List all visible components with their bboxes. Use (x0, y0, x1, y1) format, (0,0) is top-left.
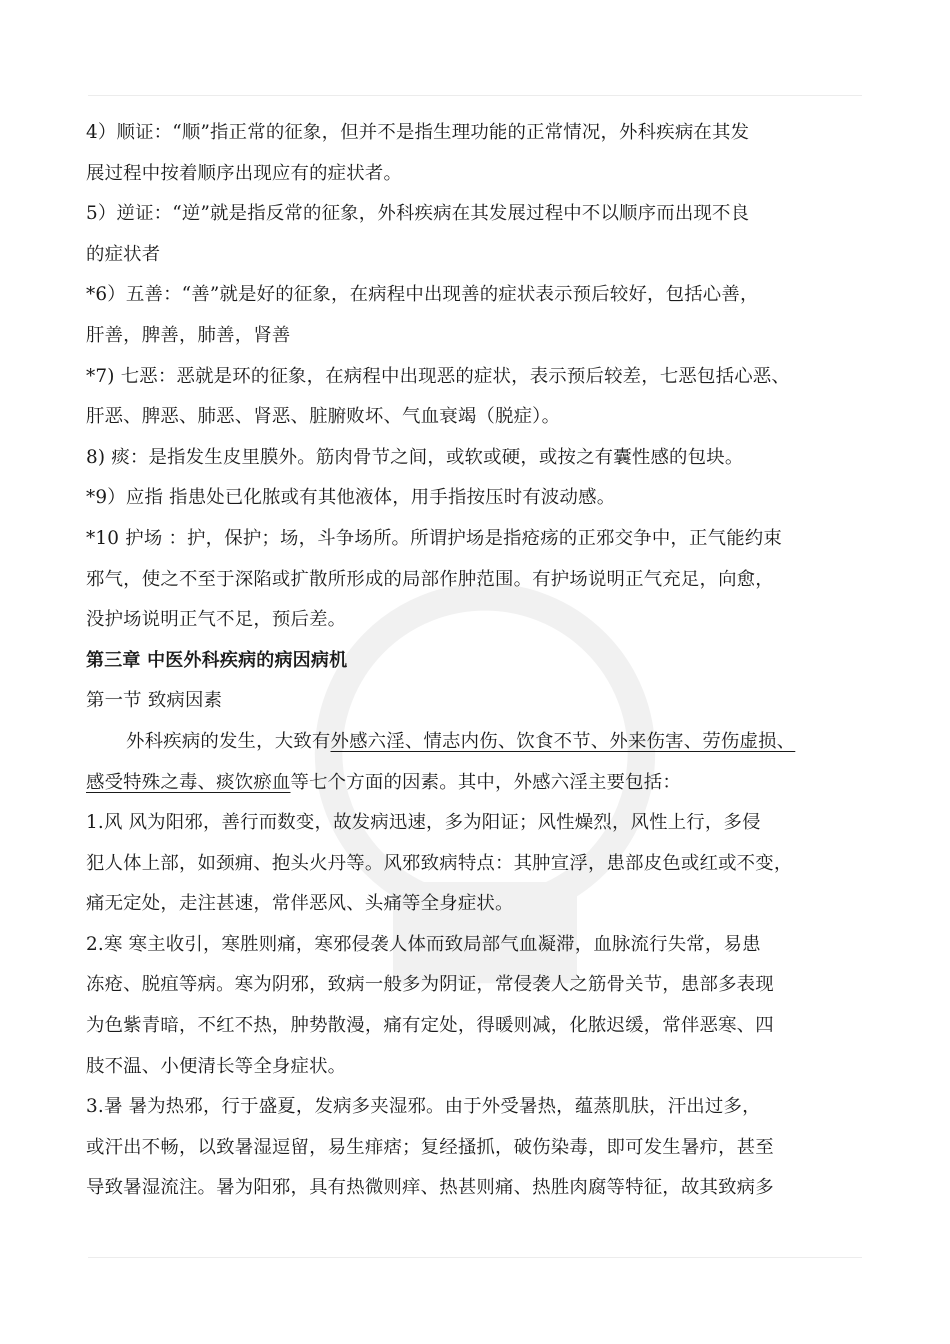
text-line (86, 763, 886, 804)
text-segment: *6）五善：“善”就是好的征象，在病程中出现善的症状表示预后较好，包括心善， (86, 284, 759, 306)
text-line (86, 113, 886, 154)
text-line (86, 235, 886, 276)
text-line (86, 1087, 886, 1128)
text-line (86, 316, 886, 357)
footer-rule (88, 1257, 862, 1258)
text-segment: 8) 痰：是指发生皮里膜外。筋肉骨节之间，或软或硬，或按之有囊性感的包块。 (86, 446, 744, 468)
text-line (86, 194, 886, 235)
text-line (86, 519, 886, 560)
text-line (86, 1006, 886, 1047)
text-segment: *10 护场 ：护，保护；场，斗争场所。所谓护场是指疮疡的正邪交争中，正气能约束 (86, 527, 782, 549)
text-segment: 第一节 致病因素 (86, 690, 223, 712)
document-body (86, 113, 886, 1209)
text-line (86, 600, 886, 641)
text-segment: *7) 七恶：恶就是环的征象，在病程中出现恶的症状，表示预后较差，七恶包括心恶、 (86, 365, 790, 387)
text-segment: 等七个方面的因素。其中，外感六淫主要包括： (290, 771, 681, 793)
text-line (86, 722, 886, 763)
text-segment: 导致暑湿流注。暑为阳邪，具有热微则痒、热甚则痛、热胜肉腐等特征，故其致病多 (86, 1177, 774, 1199)
text-line (86, 154, 886, 195)
text-segment: 痛无定处，走注甚速，常伴恶风、头痛等全身症状。 (86, 893, 514, 915)
text-line (86, 397, 886, 438)
text-segment: 肝恶、脾恶、肺恶、肾恶、脏腑败坏、气血衰竭（脱症）。 (86, 406, 561, 428)
text-line (86, 1128, 886, 1169)
text-segment: 2.寒 寒主收引，寒胜则痛，寒邪侵袭人体而致局部气血凝滞，血脉流行失常，易患 (86, 933, 761, 955)
text-line (86, 844, 886, 885)
text-segment: 5）逆证：“逆”就是指反常的征象，外科疾病在其发展过程中不以顺序而出现不良 (86, 203, 750, 225)
text-segment: 为色紫青暗，不红不热，肿势散漫，痛有定处，得暖则减，化脓迟缓，常伴恶寒、四 (86, 1015, 774, 1037)
text-segment: 没护场说明正气不足，预后差。 (86, 609, 347, 631)
text-segment: 展过程中按着顺序出现应有的症状者。 (86, 162, 403, 184)
text-segment: 肝善，脾善，肺善，肾善 (86, 324, 291, 346)
chapter-heading (86, 641, 886, 682)
underlined-text: 感受特殊之毒、痰饮瘀血 (86, 771, 291, 793)
text-line (86, 884, 886, 925)
text-line (86, 1168, 886, 1209)
text-line (86, 965, 886, 1006)
text-line (86, 275, 886, 316)
text-line (86, 803, 886, 844)
text-segment: 4）顺证：“顺”指正常的征象，但并不是指生理功能的正常情况，外科疾病在其发 (86, 122, 750, 143)
text-segment: 的症状者 (86, 243, 161, 265)
text-segment: 肢不温、小便清长等全身症状。 (86, 1055, 347, 1077)
text-segment: 第三章 中医外科疾病的病因病机 (86, 649, 348, 671)
text-segment: 邪气，使之不至于深陷或扩散所形成的局部作肿范围。有护场说明正气充足，向愈， (86, 568, 774, 590)
text-line (86, 438, 886, 479)
header-rule (88, 95, 862, 96)
text-segment: 或汗出不畅，以致暑湿逗留，易生痱痞；复经搔抓，破伤染毒，即可发生暑疖，甚至 (86, 1136, 774, 1158)
text-line (86, 681, 886, 722)
underlined-text: 外感六淫、情志内伤、饮食不节、外来伤害、劳伤虚损、 (330, 730, 796, 752)
text-segment: 犯人体上部，如颈痈、抱头火丹等。风邪致病特点：其肿宣浮，患部皮色或红或不变， (86, 852, 793, 874)
text-segment: 外科疾病的发生，大致有 (126, 730, 331, 752)
text-line (86, 1047, 886, 1088)
text-segment: *9）应指 指患处已化脓或有其他液体，用手指按压时有波动感。 (86, 487, 616, 509)
text-line (86, 478, 886, 519)
text-segment: 1.风 风为阳邪，善行而数变，故发病迅速，多为阳证；风性燥烈，风性上行，多侵 (86, 812, 761, 834)
text-line (86, 560, 886, 601)
text-line (86, 925, 886, 966)
text-segment: 3.暑 暑为热邪，行于盛夏，发病多夹湿邪。由于外受暑热，蕴蒸肌肤，汗出过多， (86, 1096, 761, 1118)
text-segment: 冻疮、脱疽等病。寒为阴邪，致病一般多为阴证，常侵袭人之筋骨关节，患部多表现 (86, 974, 774, 996)
text-line (86, 357, 886, 398)
